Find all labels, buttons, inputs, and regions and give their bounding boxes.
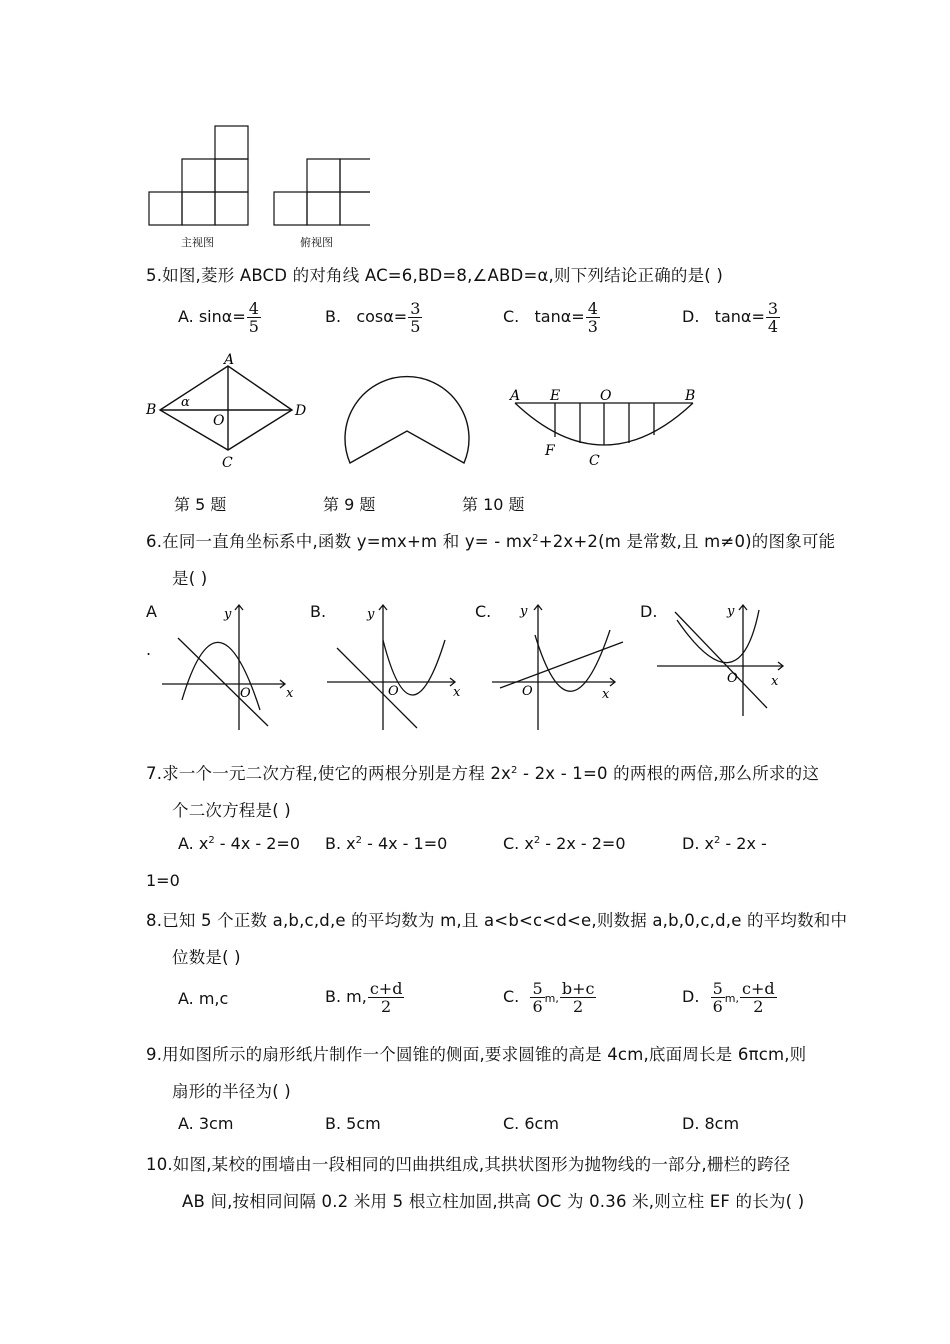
q6-graph-d [655, 600, 790, 720]
q7-stem-line2: 个二次方程是( ) [172, 801, 291, 820]
q10-stem-line2: AB 间,按相同间隔 0.2 米用 5 根立柱加固,拱高 OC 为 0.36 米,则立柱 EF 的长为( ) [182, 1192, 805, 1211]
q6-graph-a [160, 600, 300, 735]
q7-option-d[interactable]: D. $x^2 - 2x$ - [682, 834, 767, 853]
svg-text:O: O [727, 671, 738, 686]
q8-option-b[interactable]: B. m, $\frac{c+d}{2}$ [325, 979, 403, 1016]
q9-option-d[interactable]: D. 8cm [682, 1114, 740, 1133]
rhombus-label-alpha: α [181, 395, 190, 410]
q6-stem-line2: 是( ) [172, 569, 208, 588]
q8-stem-line2: 位数是( ) [172, 948, 241, 967]
q8-option-d[interactable]: D. $\frac{5}{6}$ m, $\frac{c+d}{2}$ [682, 979, 775, 1016]
q5-option-b-fraction: $\frac{3}{5}$ [410, 299, 421, 336]
top-view-label: 俯视图 [300, 236, 333, 249]
q6-label-a-dot: . [146, 640, 152, 659]
svg-text:y: y [520, 604, 528, 619]
arch-label-a: A [510, 388, 521, 404]
q8-option-a[interactable]: A. m,c [178, 989, 229, 1008]
q6-stem: 6.在同一直角坐标系中,函数 y=mx+m 和 $y= - mx^2+2x+2(m$ 是常数,且 m≠0)的图象可能 [146, 532, 836, 551]
rhombus-label-d: D [295, 403, 307, 419]
svg-text:y: y [224, 607, 232, 622]
front-view-label: 主视图 [181, 236, 214, 249]
arch-label-b: B [685, 388, 696, 404]
q9-stem: 9.用如图所示的扇形纸片制作一个圆锥的侧面,要求圆锥的高是 4cm,底面周长是 6πcm,则 [146, 1045, 807, 1064]
rhombus-label-a: A [224, 352, 235, 368]
q9-stem-line2: 扇形的半径为( ) [172, 1082, 291, 1101]
q9-option-b[interactable]: B. 5cm [325, 1114, 381, 1133]
q6-graph-b [325, 600, 470, 735]
rhombus-label-c: C [222, 455, 233, 471]
q5-option-c[interactable]: C. tanα= $\frac{4}{3}$ [503, 299, 598, 336]
q8-stem: 8.已知 5 个正数 a,b,c,d,e 的平均数为 m,且 a<b<c<d<e,则数据 a,b,0,c,d,e 的平均数和中 [146, 911, 848, 930]
q9-option-c[interactable]: C. 6cm [503, 1114, 559, 1133]
svg-text:x: x [602, 687, 610, 702]
q6-label-a[interactable]: A [146, 602, 157, 621]
arch-label-f: F [545, 443, 555, 459]
q6-graph-c [490, 600, 630, 735]
q6-label-d[interactable]: D. [640, 602, 658, 621]
arch-label-e: E [550, 388, 561, 404]
caption-q9: 第 9 题 [323, 495, 376, 514]
svg-text:x: x [286, 686, 294, 701]
q7-option-c[interactable]: C. $x^2 - 2x - 2=0$ [503, 834, 626, 853]
rhombus-label-o: O [213, 413, 225, 429]
svg-text:y: y [727, 604, 735, 619]
svg-text:O: O [240, 686, 251, 701]
caption-q10: 第 10 题 [462, 495, 525, 514]
q5-option-b[interactable]: B. cosα= $\frac{3}{5}$ [325, 299, 421, 336]
three-view-figures [140, 120, 370, 250]
svg-text:x: x [771, 674, 779, 689]
rhombus-figure [140, 350, 320, 475]
arch-label-c: C [589, 453, 600, 469]
q7-option-a[interactable]: A. $x^2 - 4x - 2=0$ [178, 834, 300, 853]
q6-label-c[interactable]: C. [475, 602, 492, 621]
q5-option-a[interactable]: A. sinα= $\frac{4}{5}$ [178, 299, 259, 336]
svg-text:x: x [453, 685, 461, 700]
q10-stem: 10.如图,某校的围墙由一段相同的凹曲拱组成,其拱状图形为抛物线的一部分,栅栏的跨径 [146, 1155, 791, 1174]
q5-stem: 5.如图,菱形 ABCD 的对角线 AC=6,BD=8,∠ABD=α,则下列结论正确的是( ) [146, 266, 724, 285]
q5-option-d-fraction: $\frac{3}{4}$ [767, 299, 779, 336]
arch-figure [505, 385, 705, 475]
q7-option-b[interactable]: B. $x^2 - 4x - 1=0$ [325, 834, 448, 853]
arch-label-o: O [600, 388, 612, 404]
q6-label-b[interactable]: B. [310, 602, 327, 621]
svg-text:O: O [522, 684, 533, 699]
q5-option-a-fraction: $\frac{4}{5}$ [248, 299, 259, 336]
q9-option-a[interactable]: A. 3cm [178, 1114, 234, 1133]
q5-option-d[interactable]: D. tanα= $\frac{3}{4}$ [682, 299, 779, 336]
q7-stem: 7.求一个一元二次方程,使它的两根分别是方程 $2x^2 - 2x - 1=0$ 的两根的两倍,那么所求的这 [146, 764, 820, 783]
q7-option-d-wrap: 1=0 [146, 871, 180, 890]
svg-text:O: O [388, 684, 399, 699]
svg-text:y: y [367, 607, 375, 622]
q8-option-c[interactable]: C. $\frac{5}{6}$ m, $\frac{b+c}{2}$ [503, 979, 595, 1016]
sector-figure [340, 365, 475, 475]
front-view [149, 126, 248, 225]
rhombus-label-b: B [146, 402, 157, 418]
top-view [274, 159, 370, 225]
caption-q5: 第 5 题 [174, 495, 227, 514]
q5-option-c-fraction: $\frac{4}{3}$ [587, 299, 598, 336]
